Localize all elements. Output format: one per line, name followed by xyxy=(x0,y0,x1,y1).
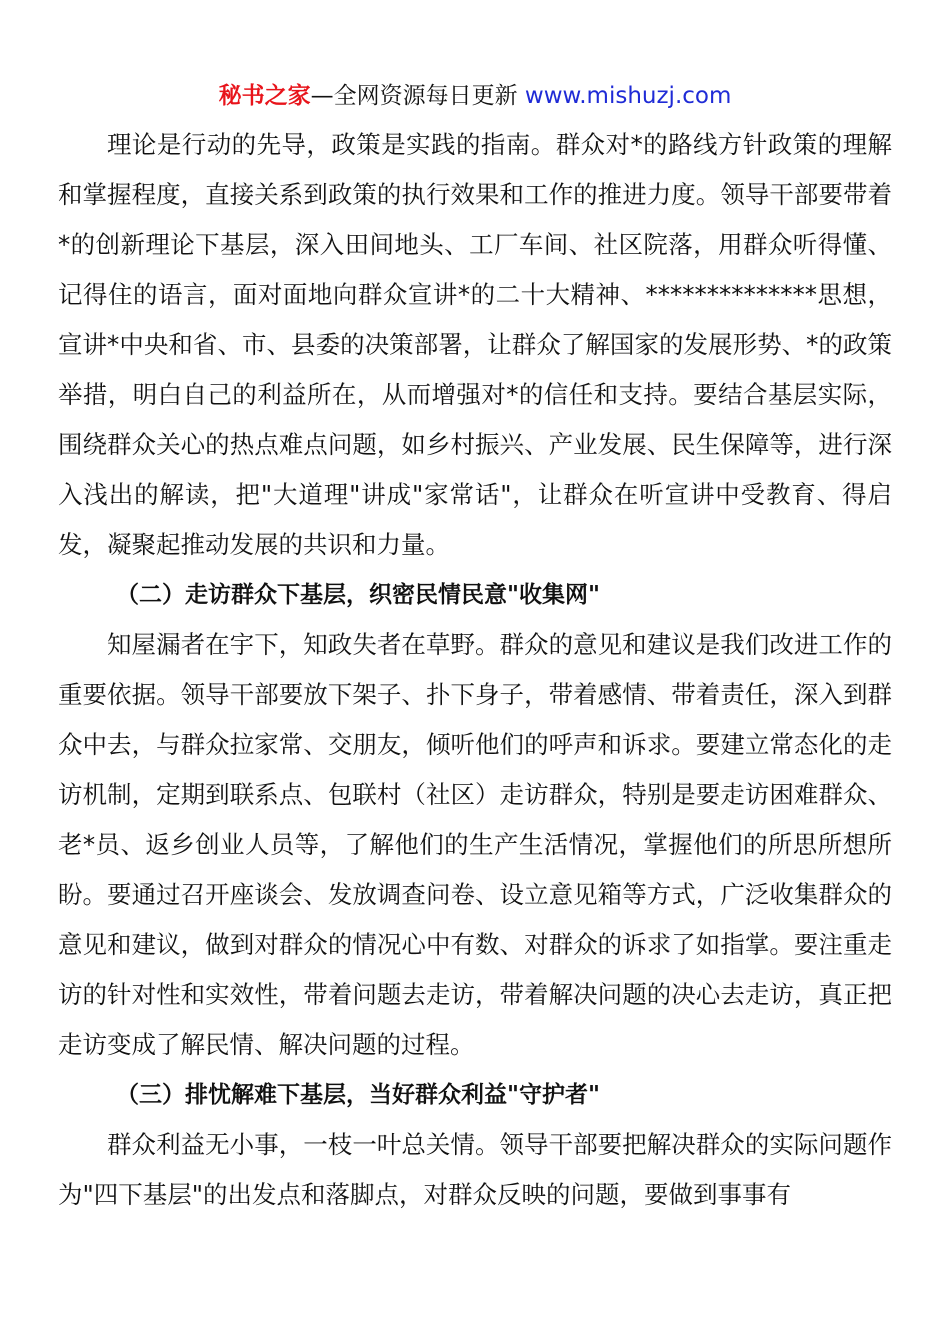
paragraph-visiting: 知屋漏者在宇下，知政失者在草野。群众的意见和建议是我们改进工作的重要依据。领导干部要放下架子、扑下身子，带着感情、带着责任，深入到群众中去，与群众拉家常、交朋友，倾听他们的呼声和诉求。要建立常态化的走访机制，定期到联系点、包联村（社区）走访群众，特别是要走访困难群众、老*员、返乡创业人员等，了解他们的生产生活情况，掌握他们的所思所想所盼。要通过召开座谈会、发放调查问卷、设立意见箱等方式，广泛收集群众的意见和建议，做到对群众的情况心中有数、对群众的诉求了如指掌。要注重走访的针对性和实效性，带着问题去走访，带着解决问题的决心去走访，真正把走访变成了解民情、解决问题的过程。 xyxy=(58,630,892,1059)
paragraph-solving-problems: 群众利益无小事，一枝一叶总关情。领导干部要把解决群众的实际问题作为"四下基层"的出发点和落脚点，对群众反映的问题，要做到事事有 xyxy=(58,1130,892,1209)
site-header xyxy=(0,80,950,112)
section-heading-three: （三）排忧解难下基层，当好群众利益"守护者" xyxy=(116,1082,600,1108)
header-tagline: —全网资源每日更新 xyxy=(310,83,518,109)
paragraph-propaganda: 理论是行动的先导，政策是实践的指南。群众对*的路线方针政策的理解和掌握程度，直接关系到政策的执行效果和工作的推进力度。领导干部要带着*的创新理论下基层，深入田间地头、工厂车间、社区院落，用群众听得懂、记得住的语言，面对面地向群众宣讲*的二十大精神、**************思想，宣讲*中央和省、市、县委的决策部署，让群众了解国家的发展形势、*的政策举措，明白自己的利益所在，从而增强对*的信任和支持。要结合基层实际，围绕群众关心的热点难点问题，如乡村振兴、产业发展、民生保障等，进行深入浅出的解读，把"大道理"讲成"家常话"，让群众在听宣讲中受教育、得启发，凝聚起推动发展的共识和力量。 xyxy=(58,130,892,559)
section-heading-two: （二）走访群众下基层，织密民情民意"收集网" xyxy=(116,582,600,608)
document-body xyxy=(58,120,892,1220)
site-url[interactable]: www.mishuzj.com xyxy=(524,83,732,109)
brand-name: 秘书之家 xyxy=(218,83,311,109)
